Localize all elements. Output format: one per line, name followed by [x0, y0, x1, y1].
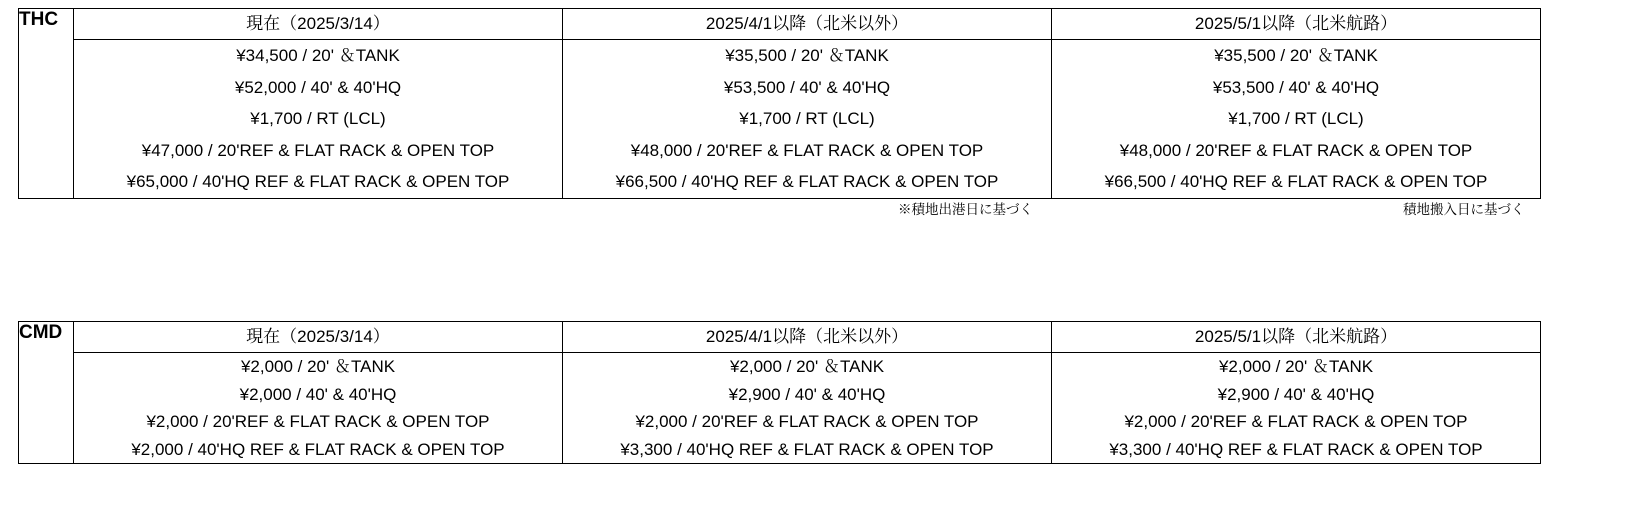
list-item: ¥34,500 / 20' ＆TANK: [236, 46, 400, 65]
list-item: ¥1,700 / RT (LCL): [250, 109, 386, 128]
list-item: ¥35,500 / 20' ＆TANK: [725, 46, 889, 65]
list-item: ¥53,500 / 40' & 40'HQ: [723, 77, 891, 97]
cmd-body-row: [19, 353, 1541, 464]
thc-header-from-may: 2025/5/1以降（北米航路）: [1052, 9, 1541, 40]
thc-header-row: [19, 9, 1541, 40]
thc-current-list: [74, 40, 562, 198]
cmd-header-row: [19, 322, 1541, 353]
cmd-cell-current: [74, 353, 563, 464]
cmd-header-from-may: 2025/5/1以降（北米航路）: [1052, 322, 1541, 353]
list-item: ¥2,000 / 40'HQ REF & FLAT RACK & OPEN TOP: [131, 439, 505, 459]
cmd-may-list: [1052, 353, 1540, 463]
footnote-departure-date: ※積地出港日に基づく: [898, 202, 1033, 217]
cmd-table-block: [18, 321, 1536, 464]
footnote-row: [18, 198, 1536, 222]
list-item: ¥3,300 / 40'HQ REF & FLAT RACK & OPEN TOP: [620, 439, 994, 459]
thc-header-current: 現在（2025/3/14）: [74, 9, 563, 40]
list-item: ¥2,000 / 20' ＆TANK: [1218, 357, 1374, 376]
list-item: ¥2,000 / 20'REF & FLAT RACK & OPEN TOP: [146, 412, 490, 431]
list-item: ¥66,500 / 40'HQ REF & FLAT RACK & OPEN TOP: [615, 172, 999, 191]
list-item: ¥35,500 / 20' ＆TANK: [1214, 46, 1378, 65]
cmd-current-list: [74, 353, 562, 463]
cmd-cell-from-april: [563, 353, 1052, 464]
list-item: ¥47,000 / 20'REF & FLAT RACK & OPEN TOP: [141, 140, 495, 160]
list-item: ¥1,700 / RT (LCL): [1228, 109, 1364, 128]
cmd-table: [18, 321, 1541, 464]
list-item: ¥1,700 / RT (LCL): [739, 109, 875, 128]
list-item: ¥65,000 / 40'HQ REF & FLAT RACK & OPEN TOP: [126, 172, 510, 191]
thc-may-list: [1052, 40, 1540, 198]
list-item: ¥53,500 / 40' & 40'HQ: [1212, 77, 1380, 97]
thc-table: [18, 8, 1541, 199]
thc-cell-from-april: [563, 40, 1052, 199]
list-item: ¥2,000 / 40' & 40'HQ: [239, 384, 397, 404]
thc-cell-from-may: [1052, 40, 1541, 199]
cmd-row-label: CMD: [19, 322, 74, 464]
thc-body-row: [19, 40, 1541, 199]
cmd-cell-from-may: [1052, 353, 1541, 464]
list-item: ¥2,000 / 20'REF & FLAT RACK & OPEN TOP: [635, 412, 979, 431]
list-item: ¥52,000 / 40' & 40'HQ: [234, 77, 402, 97]
list-item: ¥66,500 / 40'HQ REF & FLAT RACK & OPEN TOP: [1104, 172, 1488, 191]
cmd-header-from-april: 2025/4/1以降（北米以外）: [563, 322, 1052, 353]
footnote-gatein-date: 積地搬入日に基づく: [1403, 202, 1525, 217]
cmd-header-current: 現在（2025/3/14）: [74, 322, 563, 353]
list-item: ¥48,000 / 20'REF & FLAT RACK & OPEN TOP: [630, 140, 984, 160]
list-item: ¥2,000 / 20' ＆TANK: [240, 357, 396, 376]
thc-header-from-april: 2025/4/1以降（北米以外）: [563, 9, 1052, 40]
cmd-april-list: [563, 353, 1051, 463]
list-item: ¥2,900 / 40' & 40'HQ: [1217, 384, 1375, 404]
thc-april-list: [563, 40, 1051, 198]
list-item: ¥2,900 / 40' & 40'HQ: [728, 384, 886, 404]
list-item: ¥48,000 / 20'REF & FLAT RACK & OPEN TOP: [1119, 140, 1473, 160]
thc-row-label: THC: [19, 9, 74, 199]
list-item: ¥2,000 / 20'REF & FLAT RACK & OPEN TOP: [1124, 412, 1468, 431]
list-item: ¥2,000 / 20' ＆TANK: [729, 357, 885, 376]
thc-cell-current: [74, 40, 563, 199]
list-item: ¥3,300 / 40'HQ REF & FLAT RACK & OPEN TOP: [1109, 439, 1483, 459]
thc-table-block: [18, 8, 1536, 199]
